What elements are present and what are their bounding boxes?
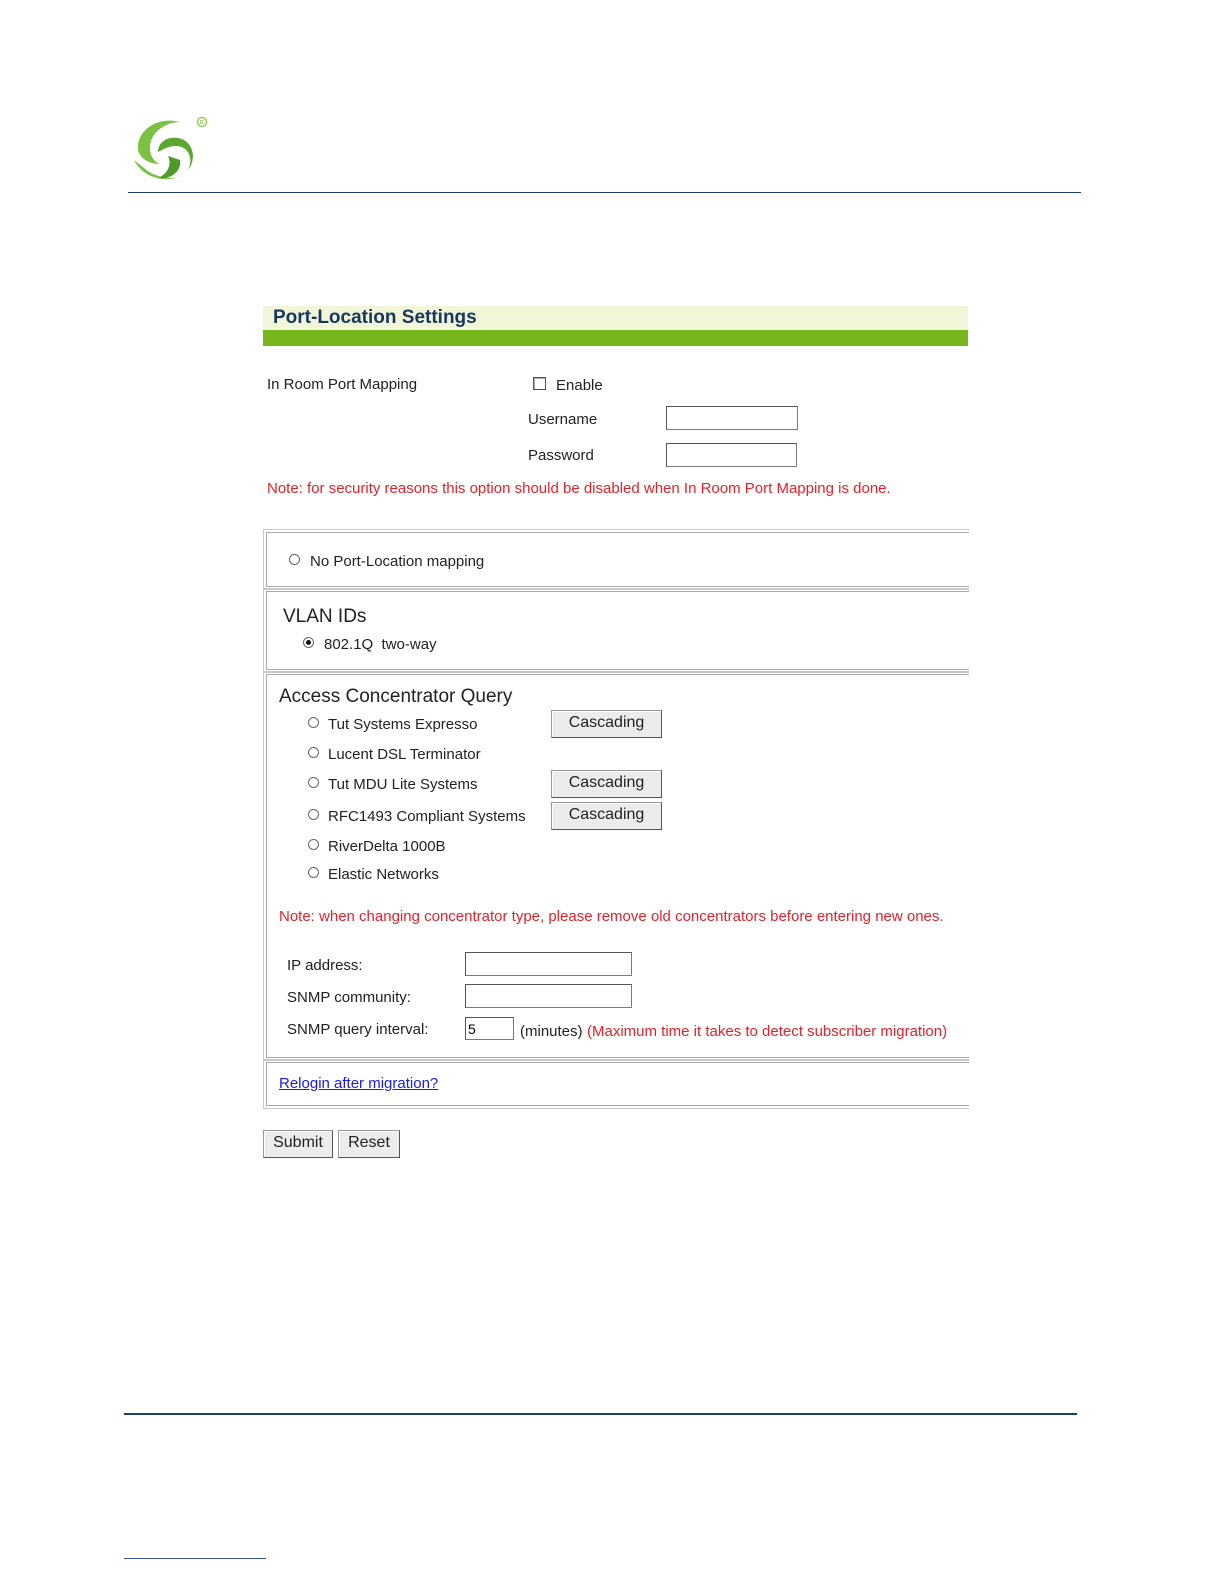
relogin-link[interactable]: Relogin after migration? (279, 1075, 439, 1092)
tut-mdu-lite-label: Tut MDU Lite Systems (328, 776, 478, 793)
elastic-networks-radio[interactable] (308, 867, 319, 878)
tut-mdu-lite-radio[interactable] (308, 777, 319, 788)
reset-button[interactable]: Reset (338, 1130, 400, 1158)
header-divider (128, 192, 1081, 193)
enable-label: Enable (556, 377, 603, 394)
svg-text:R: R (199, 120, 204, 127)
vlan-section (263, 588, 969, 673)
riverdelta-label: RiverDelta 1000B (328, 838, 446, 855)
footnote-divider (124, 1558, 266, 1559)
footer-divider (124, 1413, 1077, 1415)
snmp-interval-input[interactable] (465, 1017, 514, 1040)
snmp-interval-note: (Maximum time it takes to detect subscriber migration) (587, 1023, 948, 1040)
snmp-interval-label: SNMP query interval: (287, 1021, 429, 1038)
vlan-8021q-radio[interactable] (303, 637, 314, 648)
password-input[interactable] (666, 443, 797, 467)
tut-mdu-lite-cascading-button[interactable]: Cascading (551, 770, 662, 798)
rfc1493-cascading-button[interactable]: Cascading (551, 802, 662, 830)
rfc1493-radio[interactable] (308, 809, 319, 820)
elastic-networks-label: Elastic Networks (328, 866, 439, 883)
concentrator-note: Note: when changing concentrator type, please remove old concentrators before entering new ones. (279, 908, 944, 925)
tut-expresso-radio[interactable] (308, 717, 319, 728)
password-label: Password (528, 447, 594, 464)
ip-address-label: IP address: (287, 957, 363, 974)
snmp-interval-unit: (minutes) (520, 1023, 583, 1040)
page-title: Port-Location Settings (273, 307, 477, 328)
lucent-dsl-label: Lucent DSL Terminator (328, 746, 481, 763)
no-mapping-radio[interactable] (289, 554, 300, 565)
snmp-community-label: SNMP community: (287, 989, 411, 1006)
enable-checkbox[interactable] (533, 377, 546, 390)
vlan-heading: VLAN IDs (283, 606, 367, 627)
tut-expresso-cascading-button[interactable]: Cascading (551, 710, 662, 738)
vlan-8021q-label: 802.1Q two-way (324, 636, 437, 653)
tut-expresso-label: Tut Systems Expresso (328, 716, 478, 733)
security-note: Note: for security reasons this option should be disabled when In Room Port Mapping is done. (267, 480, 891, 497)
submit-button[interactable]: Submit (263, 1130, 333, 1158)
swirl-logo-icon (128, 112, 212, 186)
snmp-community-input[interactable] (465, 984, 632, 1008)
username-input[interactable] (666, 406, 798, 430)
riverdelta-radio[interactable] (308, 839, 319, 850)
no-mapping-label: No Port-Location mapping (310, 553, 485, 570)
username-label: Username (528, 411, 598, 428)
in-room-mapping-label: In Room Port Mapping (267, 376, 418, 393)
rfc1493-label: RFC1493 Compliant Systems (328, 808, 526, 825)
lucent-dsl-radio[interactable] (308, 747, 319, 758)
title-accent-bar (263, 330, 968, 346)
ip-address-input[interactable] (465, 952, 632, 976)
concentrator-heading: Access Concentrator Query (279, 686, 513, 707)
